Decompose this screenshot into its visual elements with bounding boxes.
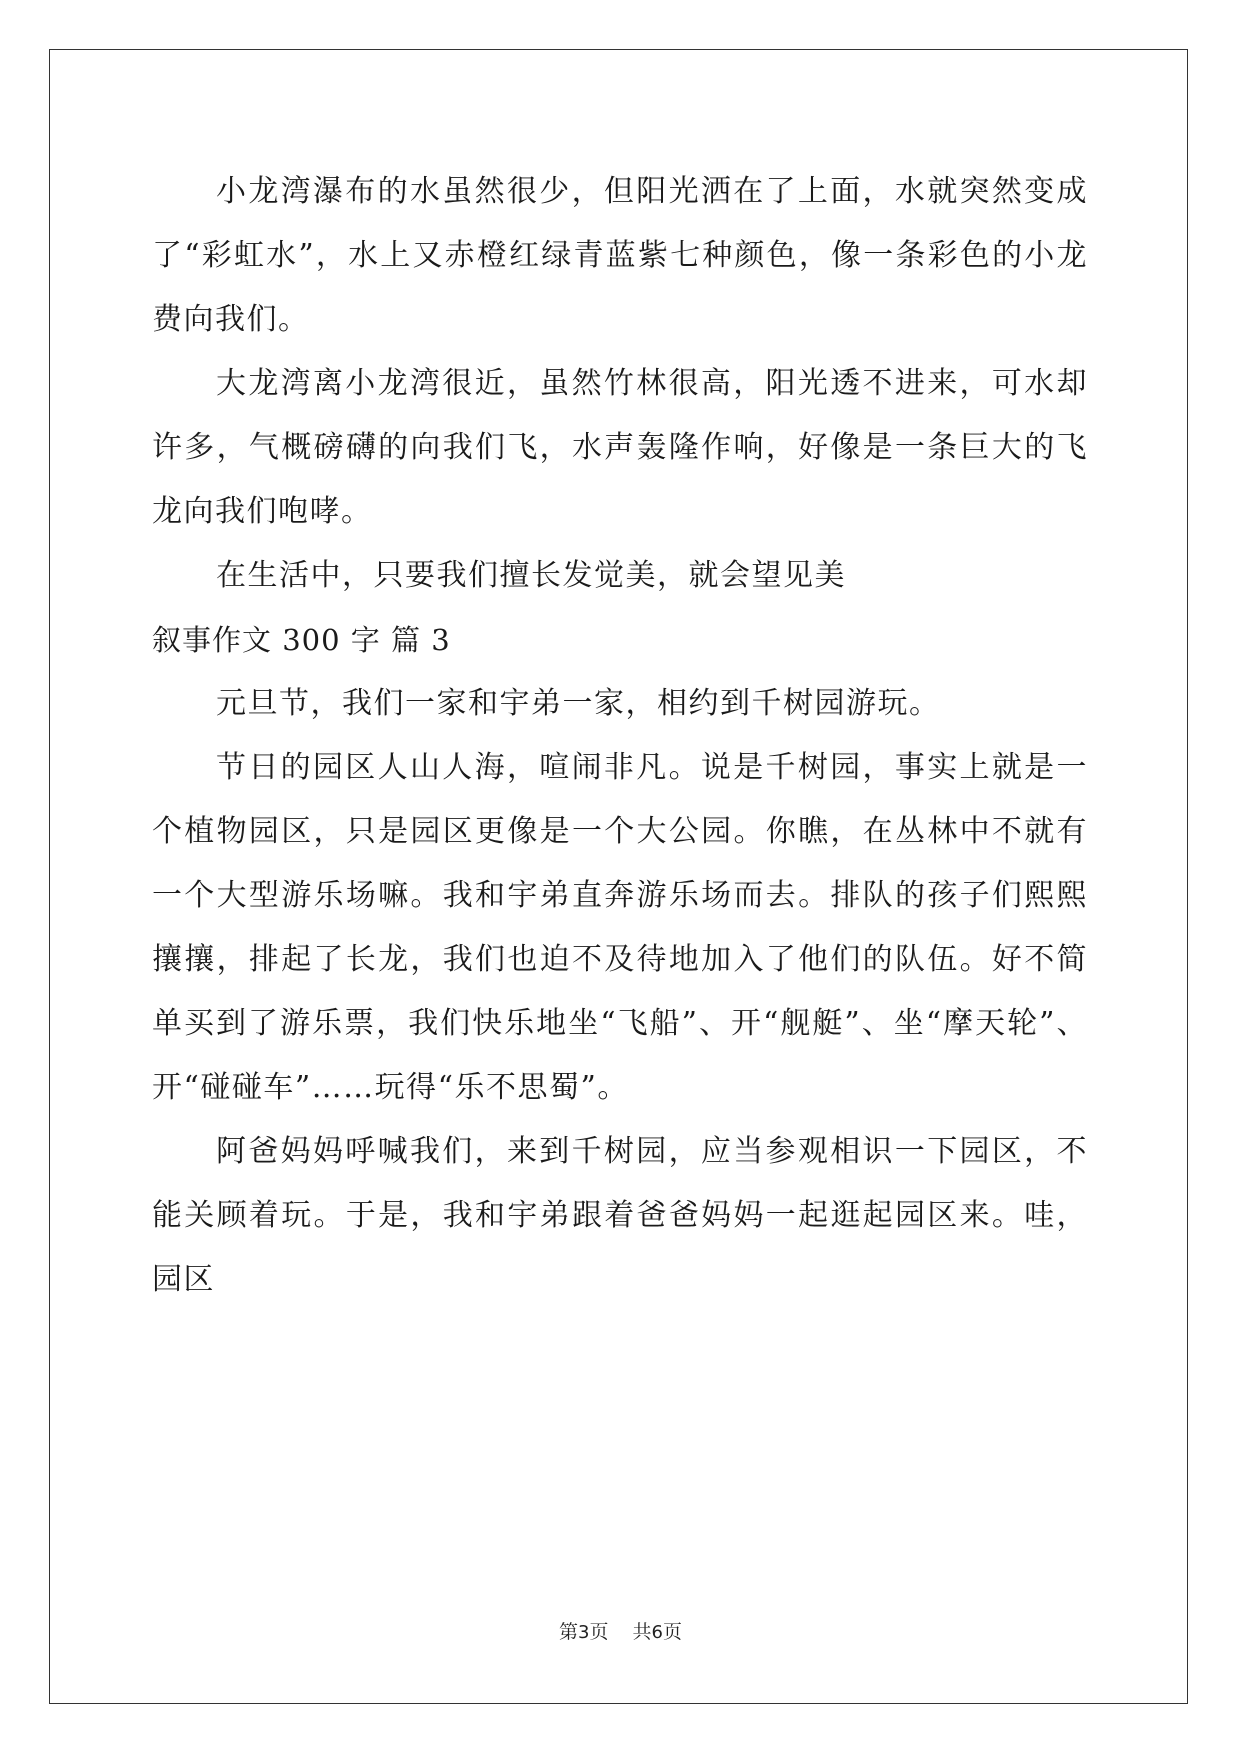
section-heading: 叙事作文 300 字 篇 3 xyxy=(152,623,451,657)
total-label-prefix: 共 xyxy=(632,1621,652,1643)
page-number: 3 xyxy=(578,1622,590,1643)
paragraph: 阿爸妈妈呼喊我们，来到千树园，应当参观相识一下园区，不能关顾着玩。于是，我和宇弟跟着爸爸妈妈一起逛起园区来。哇，园区 xyxy=(152,1134,1088,1297)
paragraph: 大龙湾离小龙湾很近，虽然竹林很高，阳光透不进来，可水却许多，气概磅礴的向我们飞，水声轰隆作响，好像是一条巨大的飞龙向我们咆哮。 xyxy=(152,366,1088,529)
page-label-suffix: 页 xyxy=(589,1621,609,1643)
paragraph: 节日的园区人山人海，喧闹非凡。说是千树园，事实上就是一个植物园区，只是园区更像是一个大公园。你瞧，在丛林中不就有一个大型游乐场嘛。我和宇弟直奔游乐场而去。排队的孩子们熙熙攘攘，排起了长龙，我们也迫不及待地加入了他们的队伍。好不简单买到了游乐票，我们快乐地坐“飞船”、开“舰艇”、坐“摩天轮”、开“碰碰车”……玩得“乐不思蜀”。 xyxy=(152,750,1088,1105)
page-footer xyxy=(0,1617,1241,1644)
page-label-prefix: 第 xyxy=(559,1621,579,1643)
paragraph: 元旦节，我们一家和宇弟一家，相约到千树园游玩。 xyxy=(216,686,941,721)
paragraph: 在生活中，只要我们擅长发觉美，就会望见美 xyxy=(216,558,846,593)
page-total: 6 xyxy=(651,1622,663,1643)
paragraph: 小龙湾瀑布的水虽然很少，但阳光洒在了上面，水就突然变成了“彩虹水”，水上又赤橙红绿青蓝紫七种颜色，像一条彩色的小龙费向我们。 xyxy=(152,174,1088,337)
total-label-suffix: 页 xyxy=(662,1621,682,1643)
document-body xyxy=(152,160,1088,1312)
